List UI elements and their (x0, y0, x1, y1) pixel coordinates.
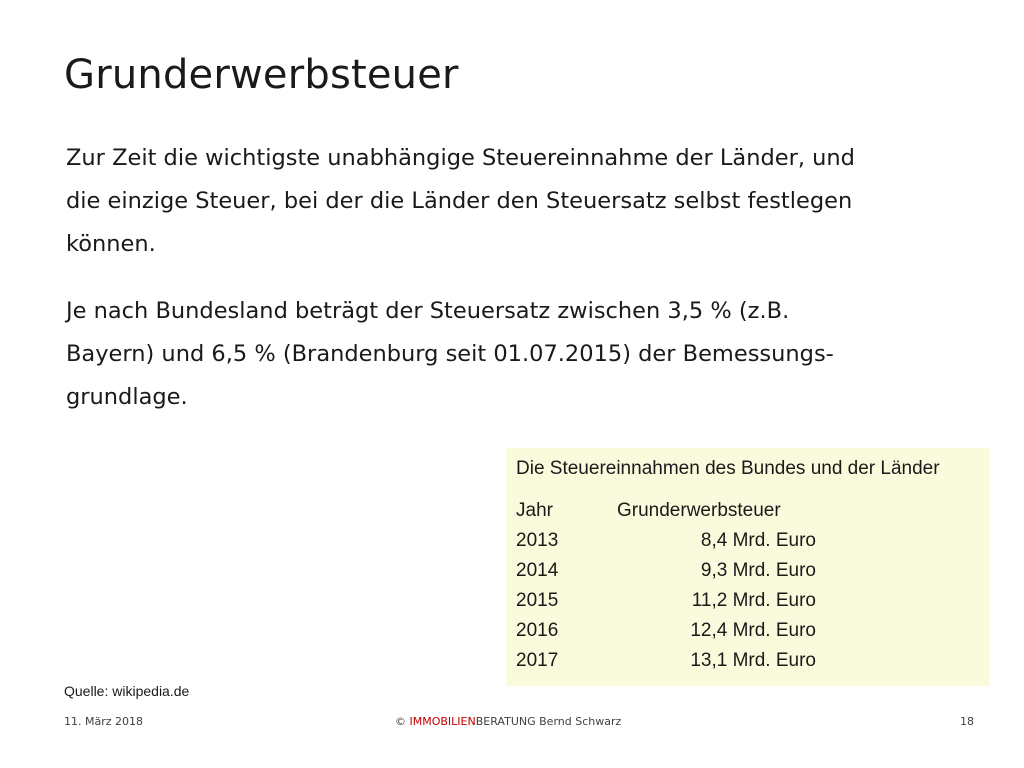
table-row (516, 650, 816, 680)
brand-name-rest: BERATUNG (475, 715, 536, 728)
table-caption: Die Steuereinnahmen des Bundes und der Länder (516, 458, 940, 479)
table-row (516, 590, 816, 620)
copyright-symbol: © (395, 715, 406, 728)
paragraph-line: Zur Zeit die wichtigste unabhängige Steuereinnahme der Länder, und (66, 145, 855, 171)
column-header-tax: Grunderwerbsteuer (617, 500, 781, 521)
source-note: Quelle: wikipedia.de (64, 683, 190, 699)
cell-year: 2016 (516, 620, 559, 641)
cell-year: 2014 (516, 560, 559, 581)
cell-amount: 9,3 Mrd. Euro (700, 560, 816, 581)
footer-copyright (395, 715, 621, 728)
paragraph-line: Bayern) und 6,5 % (Brandenburg seit 01.07.2015) der Bemessungs- (66, 341, 834, 367)
paragraph-intro (66, 137, 966, 266)
table-row (516, 620, 816, 650)
tax-revenue-table (506, 448, 990, 686)
page-number: 18 (960, 715, 974, 728)
cell-year: 2017 (516, 650, 559, 671)
footer-date: 11. März 2018 (64, 715, 144, 728)
cell-year: 2013 (516, 530, 559, 551)
paragraph-line: grundlage. (66, 384, 188, 410)
footer-author: Bernd Schwarz (539, 715, 622, 728)
paragraph-tax-rate (66, 290, 966, 419)
table-header-row (516, 500, 816, 530)
slide-title: Grunderwerbsteuer (64, 52, 459, 98)
cell-year: 2015 (516, 590, 559, 611)
cell-amount: 12,4 Mrd. Euro (690, 620, 816, 641)
brand-name-red: IMMOBILIEN (409, 715, 476, 728)
cell-amount: 13,1 Mrd. Euro (690, 650, 816, 671)
table-row (516, 530, 816, 560)
paragraph-line: können. (66, 231, 156, 257)
table-row (516, 560, 816, 590)
cell-amount: 8,4 Mrd. Euro (700, 530, 816, 551)
column-header-year: Jahr (516, 500, 553, 521)
cell-amount: 11,2 Mrd. Euro (691, 590, 816, 611)
paragraph-line: Je nach Bundesland beträgt der Steuersatz zwischen 3,5 % (z.B. (66, 298, 790, 324)
paragraph-line: die einzige Steuer, bei der die Länder den Steuersatz selbst festlegen (66, 188, 853, 214)
